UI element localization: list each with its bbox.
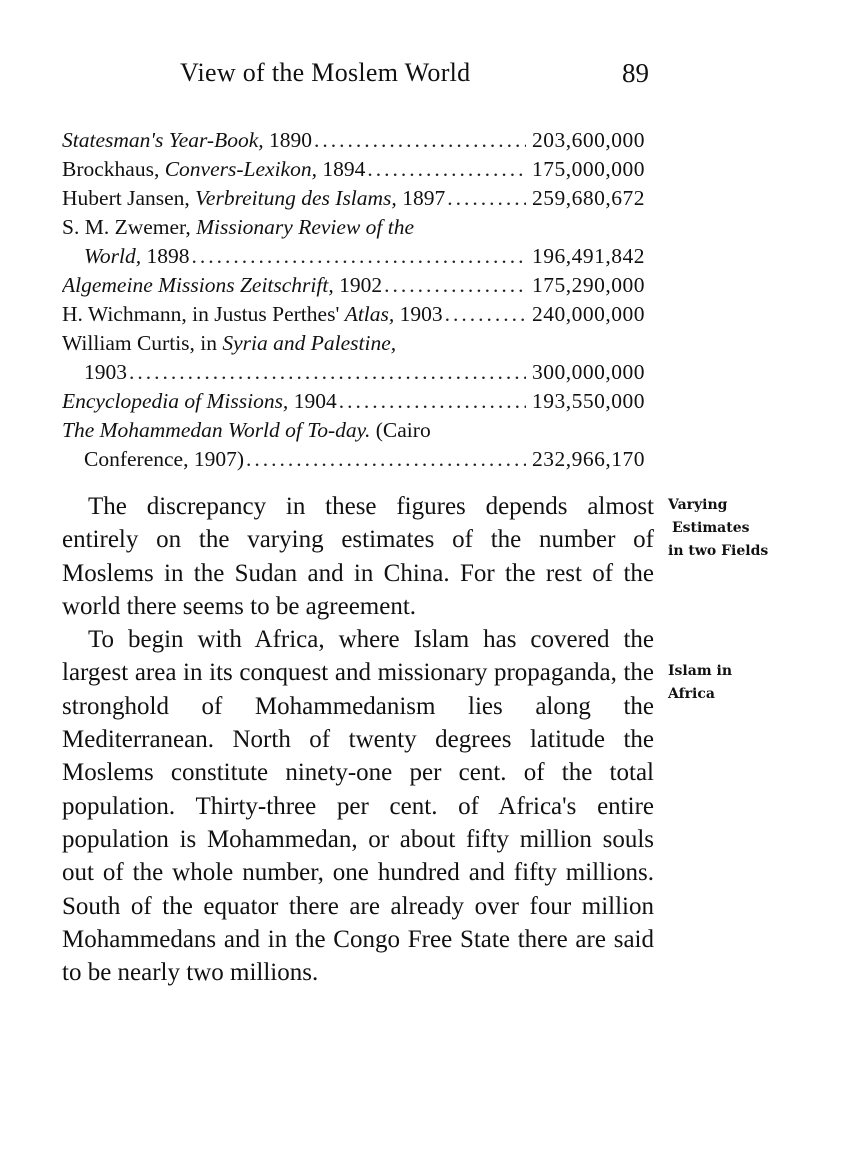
citation-title: Encyclopedia of Missions, xyxy=(62,389,289,413)
population-estimate: 175,290,000 xyxy=(532,273,645,297)
source-citation xyxy=(62,387,337,416)
sidenote-line: Africa xyxy=(668,686,715,702)
body-text xyxy=(62,490,654,989)
population-estimate: 259,680,672 xyxy=(532,186,645,210)
source-citation xyxy=(62,416,431,445)
statistics-row xyxy=(62,155,662,184)
sidenote-line: Estimates xyxy=(672,520,750,536)
statistics-row xyxy=(62,445,662,474)
statistics-row xyxy=(62,387,662,416)
source-citation xyxy=(84,242,190,271)
citation-title: World, xyxy=(84,244,142,268)
population-estimate: 232,966,170 xyxy=(532,447,645,471)
statistics-row xyxy=(62,184,662,213)
dot-leader xyxy=(339,387,526,416)
population-estimate: 240,000,000 xyxy=(532,302,645,326)
running-title: View of the Moslem World xyxy=(180,58,471,87)
citation-text: 1890 xyxy=(263,128,313,152)
citation-text: H. Wichmann, in Justus Perthes' xyxy=(62,302,345,326)
population-estimate: 196,491,842 xyxy=(532,244,645,268)
source-citation xyxy=(62,155,365,184)
dot-leader xyxy=(384,271,526,300)
source-citation xyxy=(62,329,396,358)
statistics-row xyxy=(62,242,662,271)
citation-text: 1904 xyxy=(288,389,337,413)
citation-text: Brockhaus, xyxy=(62,157,165,181)
sidenote-line: Islam in xyxy=(668,663,733,679)
citation-text: 1902 xyxy=(333,273,383,297)
source-citation xyxy=(62,300,443,329)
dot-leader xyxy=(192,242,526,271)
sidenote-varying-estimates xyxy=(668,494,818,563)
citation-text: 1903 xyxy=(84,360,127,384)
source-citation xyxy=(62,213,414,242)
source-citation xyxy=(84,358,127,387)
citation-text: 1898 xyxy=(141,244,190,268)
citation-title: The Mohammedan World of To-day. xyxy=(62,418,371,442)
citation-text: S. M. Zwemer, xyxy=(62,215,197,239)
population-estimate: 203,600,000 xyxy=(532,128,645,152)
page-number: 89 xyxy=(622,58,649,88)
source-citation xyxy=(84,445,244,474)
citation-title: Syria and Palestine, xyxy=(222,331,397,355)
paragraph-discrepancy: The discrepancy in these figures depends almost entirely on the varying estimates of the number of Moslems in the Sudan and in China. For the rest of the world there seems to be agreement. xyxy=(62,493,654,620)
statistics-row xyxy=(62,300,662,329)
population-estimate: 193,550,000 xyxy=(532,389,645,413)
sidenote-islam-in-africa xyxy=(668,660,818,706)
dot-leader xyxy=(246,445,526,474)
sidenote-line: in two Fields xyxy=(668,543,769,559)
citation-text: Hubert Jansen, xyxy=(62,186,196,210)
source-citation xyxy=(62,184,445,213)
source-citation xyxy=(62,126,312,155)
dot-leader xyxy=(447,184,526,213)
citation-title: Statesman's Year-Book, xyxy=(62,128,264,152)
statistics-row xyxy=(62,271,662,300)
citation-text: (Cairo xyxy=(370,418,431,442)
paragraph-islam-in-africa: To begin with Africa, where Islam has covered the largest area in its conquest and missionary propaganda, the stronghold of Mohammedanism lies along the Mediterranean. North of twenty degrees latitude the Moslems constitute ninety-one per cent. of the total population. Thirty-three per cent. of Africa's entire population is Mohammedan, or about fifty million souls out of the whole number, one hundred and fifty millions. South of the equator there are already over four million Mohammedans and in the Congo Free State there are said to be nearly two millions. xyxy=(62,626,654,987)
statistics-row xyxy=(62,416,662,445)
citation-text: William Curtis, in xyxy=(62,331,223,355)
dot-leader xyxy=(367,155,526,184)
citation-title: Atlas, xyxy=(344,302,395,326)
population-estimate: 175,000,000 xyxy=(532,157,645,181)
dot-leader xyxy=(129,358,526,387)
dot-leader xyxy=(445,300,526,329)
dot-leader xyxy=(314,126,526,155)
statistics-row xyxy=(62,329,662,358)
statistics-table xyxy=(62,126,662,474)
citation-text: 1894 xyxy=(316,157,366,181)
page-header xyxy=(0,58,850,98)
statistics-row xyxy=(62,213,662,242)
citation-title: Missionary Review of the xyxy=(196,215,415,239)
citation-text: 1897 xyxy=(396,186,446,210)
statistics-row xyxy=(62,358,662,387)
citation-text: 1903 xyxy=(394,302,443,326)
citation-text: Conference, 1907) xyxy=(84,447,244,471)
citation-title: Verbreitung des Islams, xyxy=(195,186,397,210)
citation-title: Convers-Lexikon, xyxy=(164,157,317,181)
sidenote-line: Varying xyxy=(668,497,728,513)
citation-title: Algemeine Missions Zeitschrift, xyxy=(62,273,334,297)
statistics-row xyxy=(62,126,662,155)
population-estimate: 300,000,000 xyxy=(532,360,645,384)
source-citation xyxy=(62,271,382,300)
